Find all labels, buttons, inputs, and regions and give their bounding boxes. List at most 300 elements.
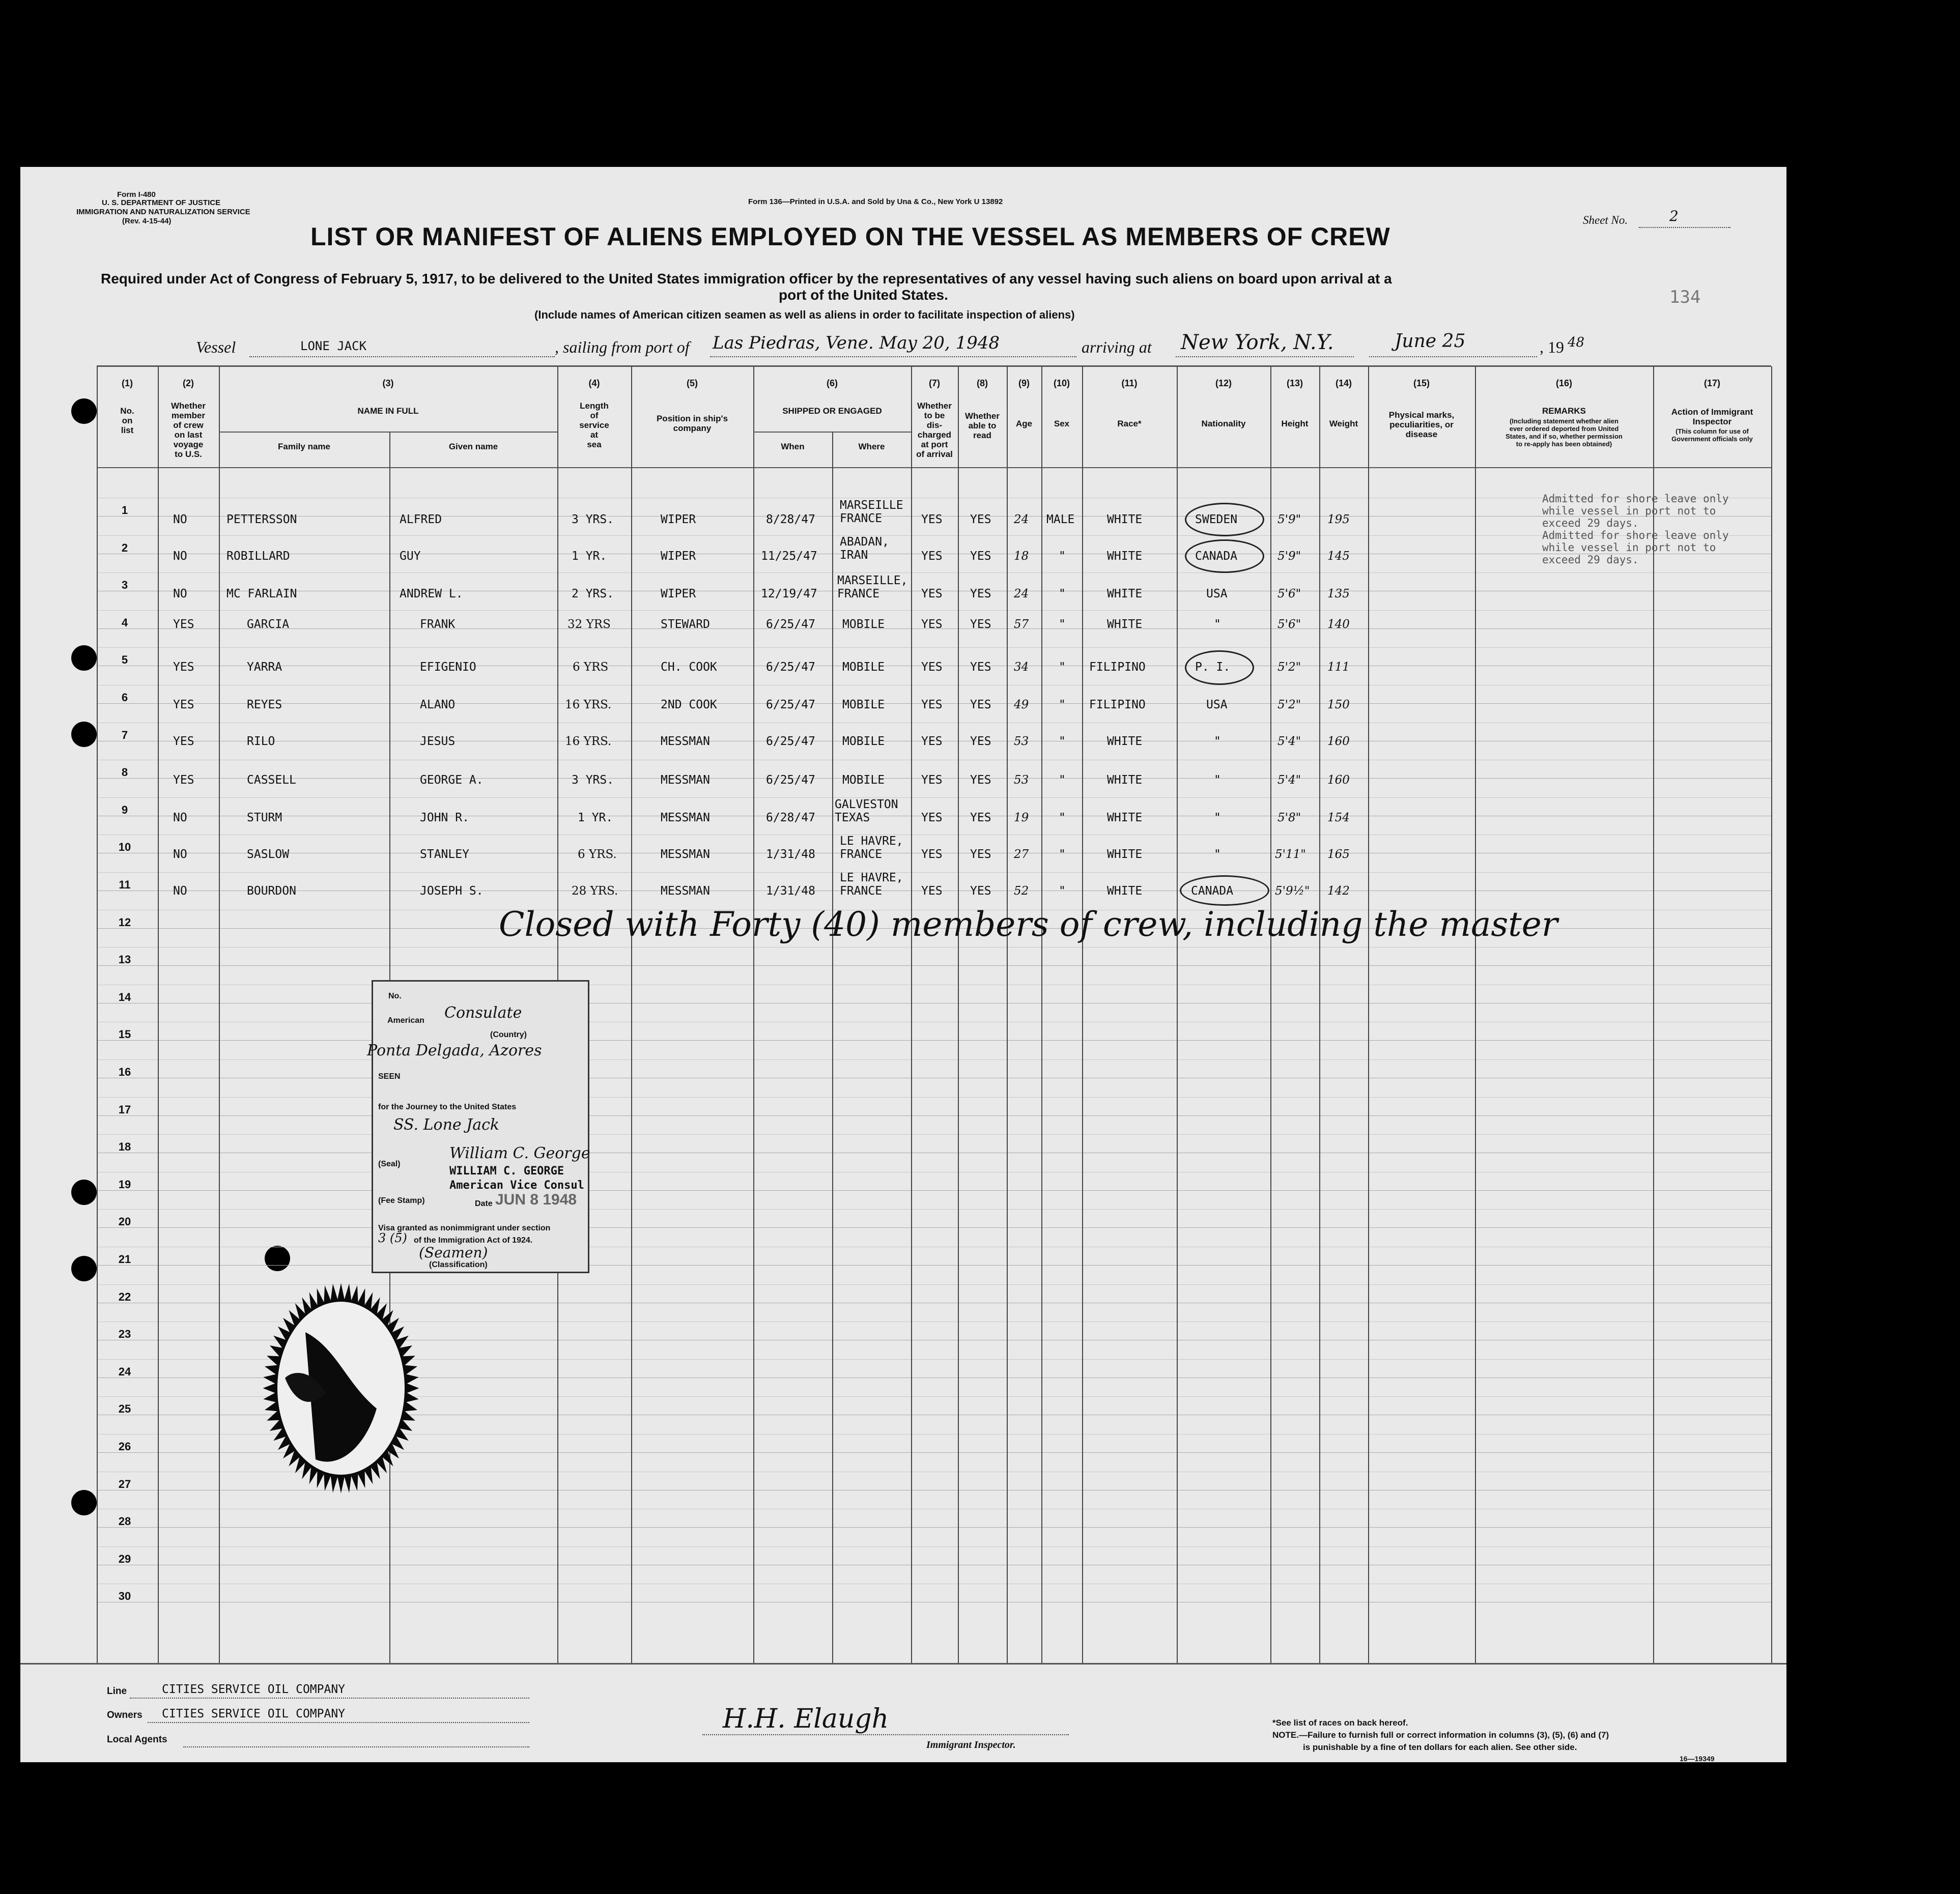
punch-hole xyxy=(71,1180,97,1205)
able-to-read: YES xyxy=(970,848,991,861)
shipped-subheader-rule xyxy=(753,432,911,433)
stamp-number: 134 xyxy=(1669,287,1701,307)
able-to-read: YES xyxy=(970,618,991,631)
height: 5'9" xyxy=(1277,550,1301,563)
discharged: YES xyxy=(921,661,943,674)
owners-underline xyxy=(148,1722,529,1723)
discharged: YES xyxy=(921,735,943,748)
agency-line-1: U. S. DEPARTMENT OF JUSTICE xyxy=(102,198,221,207)
shipped-when: 6/25/47 xyxy=(766,661,815,674)
col-num-15: (15) xyxy=(1413,378,1430,388)
able-to-read: YES xyxy=(970,550,991,563)
col-num-3: (3) xyxy=(382,378,394,388)
shipped-when: 12/19/47 xyxy=(761,587,817,600)
column-rule xyxy=(158,366,159,1663)
column-rule xyxy=(1007,366,1008,1663)
col-num-6: (6) xyxy=(827,378,838,388)
column-rule xyxy=(1368,366,1369,1663)
crew-member-flag: YES xyxy=(173,661,194,674)
col-num-2: (2) xyxy=(183,378,194,388)
row-number: 3 xyxy=(121,579,128,592)
col-num-16: (16) xyxy=(1555,378,1572,388)
column-rule xyxy=(1270,366,1271,1663)
row-rule xyxy=(97,965,1771,966)
crew-member-flag: NO xyxy=(173,513,187,526)
length-of-service: 6 YRS xyxy=(573,661,609,674)
name-subheader-rule xyxy=(219,432,557,433)
col-num-12: (12) xyxy=(1215,378,1232,388)
height: 5'2" xyxy=(1277,661,1301,674)
stamp-section: 3 (5) xyxy=(378,1231,407,1245)
age: 18 xyxy=(1014,550,1029,563)
header-weight: Weight xyxy=(1329,419,1358,428)
header-shipped: SHIPPED OR ENGAGED xyxy=(782,406,882,416)
discharged: YES xyxy=(921,698,943,711)
length-of-service: 6 YRS. xyxy=(578,848,617,861)
position: MESSMAN xyxy=(661,884,710,898)
sex: " xyxy=(1059,848,1066,861)
discharged: YES xyxy=(921,811,943,824)
line-label: Line xyxy=(107,1686,127,1697)
inspector-signature: H.H. Elaugh xyxy=(723,1704,889,1734)
header-name-in-full: NAME IN FULL xyxy=(357,406,419,416)
position: MESSMAN xyxy=(661,773,710,787)
agency-line-2: IMMIGRATION AND NATURALIZATION SERVICE xyxy=(76,208,250,216)
arriving-label: arriving at xyxy=(1082,338,1152,356)
family-name: MC FARLAIN xyxy=(226,587,297,600)
table-top-rule xyxy=(97,365,1771,367)
shipped-when: 6/25/47 xyxy=(766,735,815,748)
stamp-granted-label: Visa granted as nonimmigrant under section xyxy=(378,1224,551,1232)
shipped-where: MARSEILLE, FRANCE xyxy=(837,574,908,600)
crew-member-flag: NO xyxy=(173,550,187,563)
family-name: GARCIA xyxy=(247,618,290,631)
given-name: GEORGE A. xyxy=(420,773,484,787)
row-number: 30 xyxy=(118,1590,131,1603)
race: WHITE xyxy=(1107,513,1143,526)
form-revision: (Rev. 4-15-44) xyxy=(122,217,172,225)
date-line xyxy=(1369,356,1537,357)
age: 57 xyxy=(1014,618,1029,631)
punch-hole xyxy=(71,398,97,424)
row-subrule xyxy=(97,1546,1771,1547)
age: 27 xyxy=(1014,848,1029,861)
weight: 142 xyxy=(1327,884,1350,898)
age: 24 xyxy=(1014,587,1029,600)
page-title: LIST OR MANIFEST OF ALIENS EMPLOYED ON THE VESSEL AS MEMBERS OF CREW xyxy=(310,222,1390,251)
height: 5'8" xyxy=(1277,811,1301,824)
stamp-typed-title: American Vice Consul xyxy=(449,1179,584,1192)
position: WIPER xyxy=(661,550,696,563)
stamp-date-label: Date xyxy=(475,1199,493,1208)
row-number: 25 xyxy=(118,1402,131,1416)
length-of-service: 1 YR. xyxy=(572,550,607,563)
header-no-on-list: No. on list xyxy=(120,406,134,435)
shipped-where: LE HAVRE, FRANCE xyxy=(840,871,903,898)
crew-member-flag: NO xyxy=(173,884,187,898)
subtitle-note: (Include names of American citizen seamen as well as aliens in order to facilitate inspection of aliens) xyxy=(534,308,1075,321)
shipped-when: 6/28/47 xyxy=(766,811,815,824)
row-number: 18 xyxy=(118,1140,131,1154)
visa-stamp xyxy=(367,980,590,1273)
family-name: STURM xyxy=(247,811,282,824)
race: WHITE xyxy=(1107,773,1143,787)
weight: 140 xyxy=(1327,618,1350,631)
row-number: 22 xyxy=(118,1290,131,1303)
nationality: SWEDEN xyxy=(1195,513,1238,526)
weight: 165 xyxy=(1327,848,1350,861)
header-family-name: Family name xyxy=(278,442,330,451)
stamp-act-label: of the Immigration Act of 1924. xyxy=(414,1236,533,1245)
sheet-number-line xyxy=(1639,227,1730,228)
stamp-date: JUN 8 1948 xyxy=(495,1191,577,1208)
column-rule xyxy=(1771,366,1772,1663)
header-member-of-crew: Whether member of crew on last voyage to U.S. xyxy=(171,401,206,459)
embossed-seal xyxy=(219,1276,473,1520)
weight: 150 xyxy=(1327,698,1350,711)
sheet-number: 2 xyxy=(1669,208,1679,224)
owners-label: Owners xyxy=(107,1710,143,1720)
family-name: PETTERSSON xyxy=(226,513,297,526)
nationality: " xyxy=(1214,848,1221,861)
race: WHITE xyxy=(1107,848,1143,861)
nationality: P. I. xyxy=(1195,661,1231,674)
family-name: REYES xyxy=(247,698,282,711)
row-rule xyxy=(97,1527,1771,1528)
header-where: Where xyxy=(858,442,885,451)
shipped-when: 6/25/47 xyxy=(766,618,815,631)
header-sex: Sex xyxy=(1054,419,1070,428)
row-rule xyxy=(97,1265,1771,1266)
shipped-where: MARSEILLE FRANCE xyxy=(840,499,903,525)
column-rule xyxy=(1319,366,1320,1663)
header-bottom-rule xyxy=(97,467,1771,468)
shipped-when: 11/25/47 xyxy=(761,550,817,563)
sheet-label: Sheet No. xyxy=(1583,214,1628,226)
position: 2ND COOK xyxy=(661,698,717,711)
weight: 145 xyxy=(1327,550,1350,563)
given-name: ANDREW L. xyxy=(400,587,463,600)
row-subrule xyxy=(97,1209,1771,1210)
given-name: ALFRED xyxy=(400,513,442,526)
stamp-typed-name: WILLIAM C. GEORGE xyxy=(449,1165,564,1178)
height: 5'9" xyxy=(1277,513,1301,526)
sailing-line xyxy=(710,356,1076,357)
discharged: YES xyxy=(921,513,943,526)
header-nationality: Nationality xyxy=(1201,419,1246,428)
stamp-vessel: SS. Lone Jack xyxy=(393,1116,500,1134)
punch-hole xyxy=(71,1256,97,1281)
family-name: CASSELL xyxy=(247,773,296,787)
stamp-seal-label: (Seal) xyxy=(378,1160,401,1168)
race: WHITE xyxy=(1107,735,1143,748)
vessel-label: Vessel xyxy=(196,338,236,356)
position: WIPER xyxy=(661,513,696,526)
family-name: YARRA xyxy=(247,661,282,674)
row-subrule xyxy=(97,1097,1771,1098)
header-length-service: Length of service at sea xyxy=(579,401,609,449)
row-number: 26 xyxy=(118,1440,131,1453)
length-of-service: 16 YRS. xyxy=(565,735,612,748)
col-num-8: (8) xyxy=(977,378,988,388)
nationality: CANADA xyxy=(1191,884,1234,898)
stamp-country-label: (Country) xyxy=(490,1030,527,1039)
sex: " xyxy=(1059,618,1066,631)
header-height: Height xyxy=(1281,419,1309,428)
local-agents-label: Local Agents xyxy=(107,1734,167,1745)
shipped-when: 1/31/48 xyxy=(766,884,815,898)
row-number: 4 xyxy=(121,616,128,629)
nationality: " xyxy=(1214,735,1221,748)
discharged: YES xyxy=(921,773,943,787)
sex: " xyxy=(1059,884,1066,898)
column-rule xyxy=(631,366,632,1663)
position: MESSMAN xyxy=(661,848,710,861)
weight: 111 xyxy=(1327,661,1350,674)
nationality: USA xyxy=(1206,698,1228,711)
able-to-read: YES xyxy=(970,884,991,898)
given-name: EFIGENIO xyxy=(420,661,476,674)
row-number: 20 xyxy=(118,1215,131,1228)
penalty-note-1: NOTE.—Failure to furnish full or correct information in columns (3), (5), (6) and (7) xyxy=(1272,1730,1609,1740)
length-of-service: 3 YRS. xyxy=(572,513,614,526)
nationality: " xyxy=(1214,811,1221,824)
race: WHITE xyxy=(1107,550,1143,563)
column-rule xyxy=(832,433,833,1663)
row-number: 27 xyxy=(118,1477,131,1490)
shipped-where: MOBILE xyxy=(842,618,885,631)
punch-hole xyxy=(71,1490,97,1515)
owners-company: CITIES SERVICE OIL COMPANY xyxy=(162,1707,346,1720)
age: 49 xyxy=(1014,698,1029,711)
header-position: Position in ship's company xyxy=(656,414,728,433)
row-number: 14 xyxy=(118,990,131,1003)
arriving-at: New York, N.Y. xyxy=(1181,331,1334,354)
race: FILIPINO xyxy=(1089,661,1146,674)
nationality: " xyxy=(1214,773,1221,787)
height: 5'11" xyxy=(1275,848,1306,861)
row-subrule xyxy=(97,872,1771,873)
row-rule xyxy=(97,1040,1771,1041)
form-number: Form I-480 xyxy=(117,190,156,199)
year-prefix: , 19 xyxy=(1540,338,1564,356)
row-subrule xyxy=(97,572,1771,573)
race: WHITE xyxy=(1107,618,1143,631)
able-to-read: YES xyxy=(970,513,991,526)
given-name: JOHN R. xyxy=(420,811,469,824)
shipped-where: MOBILE xyxy=(842,661,885,674)
sex: " xyxy=(1059,661,1066,674)
col-num-4: (4) xyxy=(588,378,600,388)
shipped-where: LE HAVRE, FRANCE xyxy=(840,835,903,861)
row-rule xyxy=(97,1227,1771,1228)
row-number: 8 xyxy=(121,766,128,779)
stamp-seen-label: SEEN xyxy=(378,1072,401,1081)
row-subrule xyxy=(97,647,1771,648)
column-rule xyxy=(1177,366,1178,1663)
header-when: When xyxy=(781,442,805,451)
length-of-service: 28 YRS. xyxy=(572,884,618,898)
discharged: YES xyxy=(921,848,943,861)
length-of-service: 32 YRS xyxy=(567,618,611,631)
stamp-classification: (Seamen) xyxy=(419,1244,488,1261)
family-name: RILO xyxy=(247,735,275,748)
col-num-14: (14) xyxy=(1335,378,1352,388)
row-number: 29 xyxy=(118,1552,131,1565)
arriving-line xyxy=(1176,356,1354,357)
sex: " xyxy=(1059,735,1066,748)
height: 5'4" xyxy=(1277,773,1301,787)
family-name: BOURDON xyxy=(247,884,296,898)
arrival-date: June 25 xyxy=(1395,331,1466,352)
column-rule xyxy=(1082,366,1083,1663)
position: MESSMAN xyxy=(661,811,710,824)
header-action-note: (This column for use of Government officials only xyxy=(1671,427,1753,443)
height: 5'4" xyxy=(1277,735,1301,748)
row-rule xyxy=(97,1190,1771,1191)
header-given-name: Given name xyxy=(448,442,498,451)
weight: 135 xyxy=(1327,587,1350,600)
sex: " xyxy=(1059,811,1066,824)
closing-note: Closed with Forty (40) members of crew, including the master xyxy=(499,905,1558,944)
row-subrule xyxy=(97,610,1771,611)
column-rule xyxy=(753,366,754,1663)
penalty-note-2: is punishable by a fine of ten dollars for each alien. See other side. xyxy=(1303,1742,1577,1752)
family-name: ROBILLARD xyxy=(226,550,290,563)
stamp-classification-label: (Classification) xyxy=(429,1260,488,1269)
row-number: 10 xyxy=(118,841,131,854)
row-number: 13 xyxy=(118,953,131,966)
crew-member-flag: NO xyxy=(173,848,187,861)
row-subrule xyxy=(97,797,1771,798)
race: WHITE xyxy=(1107,811,1143,824)
row-number: 15 xyxy=(118,1028,131,1041)
race: WHITE xyxy=(1107,884,1143,898)
age: 34 xyxy=(1014,661,1029,674)
column-rule xyxy=(97,366,98,1663)
length-of-service: 16 YRS. xyxy=(565,698,612,711)
row-number: 7 xyxy=(121,728,128,741)
able-to-read: YES xyxy=(970,587,991,600)
able-to-read: YES xyxy=(970,661,991,674)
header-physical-marks: Physical marks, peculiarities, or disease xyxy=(1388,410,1455,439)
given-name: FRANK xyxy=(420,618,456,631)
subtitle-requirement: Required under Act of Congress of February 5, 1917, to be delivered to the United States immigration officer by the representatives of any vessel having such aliens on board upon arrival at a xyxy=(101,271,1392,286)
stamp-consulate: Consulate xyxy=(444,1004,522,1022)
form-code: 16—19349 xyxy=(1680,1755,1715,1763)
length-of-service: 1 YR. xyxy=(578,811,613,824)
given-name: JESUS xyxy=(420,735,456,748)
shipped-when: 6/25/47 xyxy=(766,698,815,711)
row-number: 24 xyxy=(118,1365,131,1378)
given-name: GUY xyxy=(400,550,421,563)
sailing-label: , sailing from port of xyxy=(555,338,690,356)
weight: 195 xyxy=(1327,513,1350,526)
row-number: 16 xyxy=(118,1066,131,1078)
punch-hole xyxy=(71,722,97,747)
position: WIPER xyxy=(661,587,696,600)
position: CH. COOK xyxy=(661,661,717,674)
printer-note: Form 136—Printed in U.S.A. and Sold by Una & Co., New York U 13892 xyxy=(748,197,1003,206)
length-of-service: 3 YRS. xyxy=(572,773,614,787)
weight: 154 xyxy=(1327,811,1350,824)
able-to-read: YES xyxy=(970,735,991,748)
row-number: 23 xyxy=(118,1328,131,1341)
discharged: YES xyxy=(921,587,943,600)
row-subrule xyxy=(97,947,1771,948)
discharged: YES xyxy=(921,550,943,563)
col-num-5: (5) xyxy=(687,378,698,388)
col-num-13: (13) xyxy=(1286,378,1303,388)
able-to-read: YES xyxy=(970,698,991,711)
height: 5'9½" xyxy=(1275,884,1310,898)
col-num-10: (10) xyxy=(1053,378,1070,388)
year: 48 xyxy=(1568,335,1585,350)
crew-member-flag: YES xyxy=(173,773,194,787)
stamp-place: Ponta Delgada, Azores xyxy=(367,1042,542,1059)
nationality: " xyxy=(1214,618,1221,631)
shipped-where: GALVESTON TEXAS xyxy=(835,798,898,824)
row-number: 17 xyxy=(118,1103,131,1116)
stamp-fee-label: (Fee Stamp) xyxy=(378,1196,425,1205)
row-subrule xyxy=(97,1059,1771,1060)
col-num-11: (11) xyxy=(1121,378,1138,388)
stamp-journey-label: for the Journey to the United States xyxy=(378,1103,517,1111)
age: 19 xyxy=(1014,811,1029,824)
height: 5'6" xyxy=(1277,618,1301,631)
inspector-underline xyxy=(702,1734,1069,1735)
row-number: 12 xyxy=(118,915,131,929)
stamp-signature: William C. George xyxy=(449,1144,590,1162)
punch-hole xyxy=(71,645,97,671)
shipped-when: 8/28/47 xyxy=(766,513,815,526)
col-num-7: (7) xyxy=(929,378,940,388)
shipped-when: 6/25/47 xyxy=(766,773,815,787)
sex: MALE xyxy=(1046,513,1075,526)
row-subrule xyxy=(97,1134,1771,1135)
header-remarks-note: (Including statement whether alien ever ordered deported from United States, and if so, whether permission to re-apply has been obtained) xyxy=(1505,417,1623,448)
row-subrule xyxy=(97,535,1771,536)
col-num-1: (1) xyxy=(122,378,133,388)
row-number: 28 xyxy=(118,1515,131,1528)
height: 5'2" xyxy=(1277,698,1301,711)
remarks: Admitted for shore leave only while vessel in port not to exceed 29 days. xyxy=(1542,529,1729,566)
position: MESSMAN xyxy=(661,735,710,748)
age: 24 xyxy=(1014,513,1029,526)
header-remarks: REMARKS xyxy=(1542,406,1586,416)
header-discharged: Whether to be dis- charged at port of arrival xyxy=(916,401,953,459)
able-to-read: YES xyxy=(970,811,991,824)
length-of-service: 2 YRS. xyxy=(572,587,614,600)
age: 53 xyxy=(1014,773,1029,787)
line-underline xyxy=(130,1698,529,1699)
sex: " xyxy=(1059,587,1066,600)
shipped-where: MOBILE xyxy=(842,773,885,787)
header-action: Action of Immigrant Inspector xyxy=(1671,407,1753,426)
crew-member-flag: NO xyxy=(173,587,187,600)
given-name: JOSEPH S. xyxy=(420,884,484,898)
vessel-line xyxy=(249,356,555,357)
crew-member-flag: YES xyxy=(173,735,194,748)
vessel-name: LONE JACK xyxy=(300,339,367,353)
discharged: YES xyxy=(921,884,943,898)
row-number: 5 xyxy=(121,653,128,667)
agents-underline xyxy=(183,1746,529,1747)
crew-member-flag: NO xyxy=(173,811,187,824)
shipped-where: MOBILE xyxy=(842,698,885,711)
remarks: Admitted for shore leave only while vessel in port not to exceed 29 days. xyxy=(1542,493,1729,529)
shipped-where: ABADAN, IRAN xyxy=(840,535,889,562)
